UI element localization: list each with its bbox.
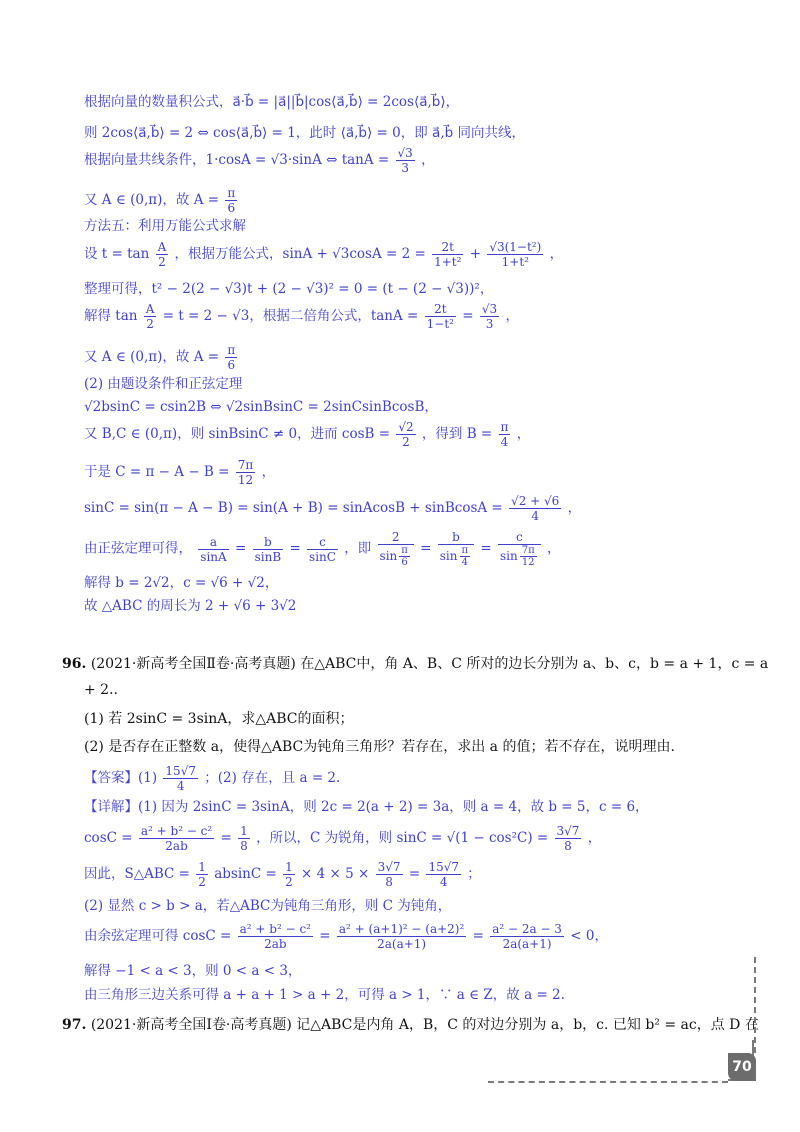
solution-line: 则 2cos⟨a⃗,b⃗⟩ = 2 ⇔ cos⟨a⃗,b⃗⟩ = 1，此时 ⟨a⃗,b⃗⟩ = 0，即 a⃗,b⃗ 同向共线， (84, 125, 525, 141)
solution-line: 又 A ∈ (0,π)，故 A = $\frac{\pi}{6}$ (84, 343, 236, 372)
method-heading: 方法五：利用万能公式求解 (84, 218, 246, 234)
detail-line: (2) 显然 c > b > a，若△ABC为钝角三角形，则 C 为钝角， (84, 898, 452, 914)
detail-line: 【详解】(1) 因为 2sinC = 3sinA，则 2c = 2(a + 2) = 3a，则 a = 4，故 b = 5，c = 6， (84, 799, 649, 815)
detail-line: 解得 −1 < a < 3，则 0 < a < 3， (84, 963, 302, 979)
page-border-dashed-horizontal (488, 1081, 728, 1083)
solution-line: (2) 由题设条件和正弦定理 (84, 376, 243, 392)
question-96-part1: (1) 若 2sinC = 3sinA，求△ABC的面积； (84, 711, 354, 727)
solution-line: 解得 b = 2√2，c = √6 + √2， (84, 575, 279, 591)
solution-line: 于是 C = π − A − B = $\frac{7\pi}{12}$ ， (84, 458, 276, 487)
solution-line: √2bsinC = csin2B ⇔ √2sinBsinC = 2sinCsinBcosB， (84, 399, 438, 415)
solution-line: 故 △ABC 的周长为 2 + √6 + 3√2 (84, 598, 297, 614)
question-96-part2: (2) 是否存在正整数 a，使得△ABC为钝角三角形？若存在，求出 a 的值；若不存在，说明理由. (84, 739, 675, 755)
solution-line: 根据向量共线条件，1·cosA = √3·sinA ⇔ tanA = $\frac{√3}{3}$ ， (84, 146, 435, 175)
page-border-dashed-vertical (754, 957, 756, 1053)
answer-line: 【答案】(1) $\frac{15√7}{4}$ ；(2) 存在，且 a = 2. (84, 764, 341, 793)
solution-line: 又 A ∈ (0,π)，故 A = $\frac{\pi}{6}$ (84, 186, 236, 215)
detail-line: 由三角形三边关系可得 a + a + 1 > a + 2，可得 a > 1，∵ a ∈ Z，故 a = 2. (84, 987, 565, 1003)
solution-line: 根据向量的数量积公式，a⃗·b⃗ = |a⃗||b⃗|cos⟨a⃗,b⃗⟩ = 2cos⟨a⃗,b⃗⟩， (84, 94, 460, 110)
solution-line: 由正弦定理可得， $\frac{a}{\sin A}$ = $\frac{b}{\sin B}$ = $\frac{c}{\sin C}$ ，即 2 sin $\frac{\pi}{6}$ = b sin $\frac{\pi}{4}$ = c sin $\frac{7\pi}{12}$ ， (84, 530, 561, 568)
detail-line: cosC = $\frac{\text{a² + b² − c²}}{2ab}$ = $\frac{1}{8}$ ，所以，C 为锐角，则 sinC = √(1 − cos²C) = $\frac{3√7}{8}$ ， (84, 824, 602, 853)
question-97: 97. (2021·新高考全国Ⅰ卷·高考真题) 记△ABC是内角 A，B，C 的对边分别为 a，b，c. 已知 b² = ac，点 D 在 (62, 1017, 759, 1033)
solution-line: 设 t = tan $\frac{A}{2}$ ，根据万能公式，sinA + √3cosA = 2 = $\frac{2t}{\text{1+t²}}$ + $\frac{\text{√3(1−t²)}}{\text{1+t²}}$ ， (84, 240, 564, 269)
question-96: 96. (2021·新高考全国Ⅱ卷·高考真题) 在△ABC中，角 A、B、C 所对的边长分别为 a、b、c，b = a + 1，c = a (62, 656, 769, 672)
solution-line: 整理可得，t² − 2(2 − √3)t + (2 − √3)² = 0 = (t − (2 − √3))²， (84, 281, 494, 297)
detail-line: 因此，S△ABC = $\frac{1}{2}$ absinC = $\frac{1}{2}$ × 4 × 5 × $\frac{3√7}{8}$ = $\frac{15√7}{4}$ ； (84, 860, 481, 889)
detail-line: 由余弦定理可得 cosC = $\frac{\text{a² + b² − c²}}{2ab}$ = $\frac{\text{a² + (a+1)² − (a+2)²}}{2a(a+1)}$ = $\frac{\text{a² − 2a − 3}}{2a(a+1)}$ < 0， (84, 922, 608, 951)
page-number: 70 (728, 1053, 756, 1081)
solution-line: sinC = sin(π − A − B) = sin(A + B) = sinAcosB + sinBcosA = $\frac{√2 + √6}{4}$ ， (84, 494, 582, 523)
solution-line: 又 B,C ∈ (0,π)，则 sinBsinC ≠ 0，进而 cosB = $\frac{√2}{2}$ ，得到 B = $\frac{\pi}{4}$ ， (84, 420, 531, 449)
question-96-cont: + 2.. (84, 682, 118, 698)
solution-line: 解得 tan $\frac{A}{2}$ = t = 2 − √3，根据二倍角公式，tanA = $\frac{2t}{\text{1−t²}}$ = $\frac{√3}{3}$ ， (84, 302, 519, 331)
